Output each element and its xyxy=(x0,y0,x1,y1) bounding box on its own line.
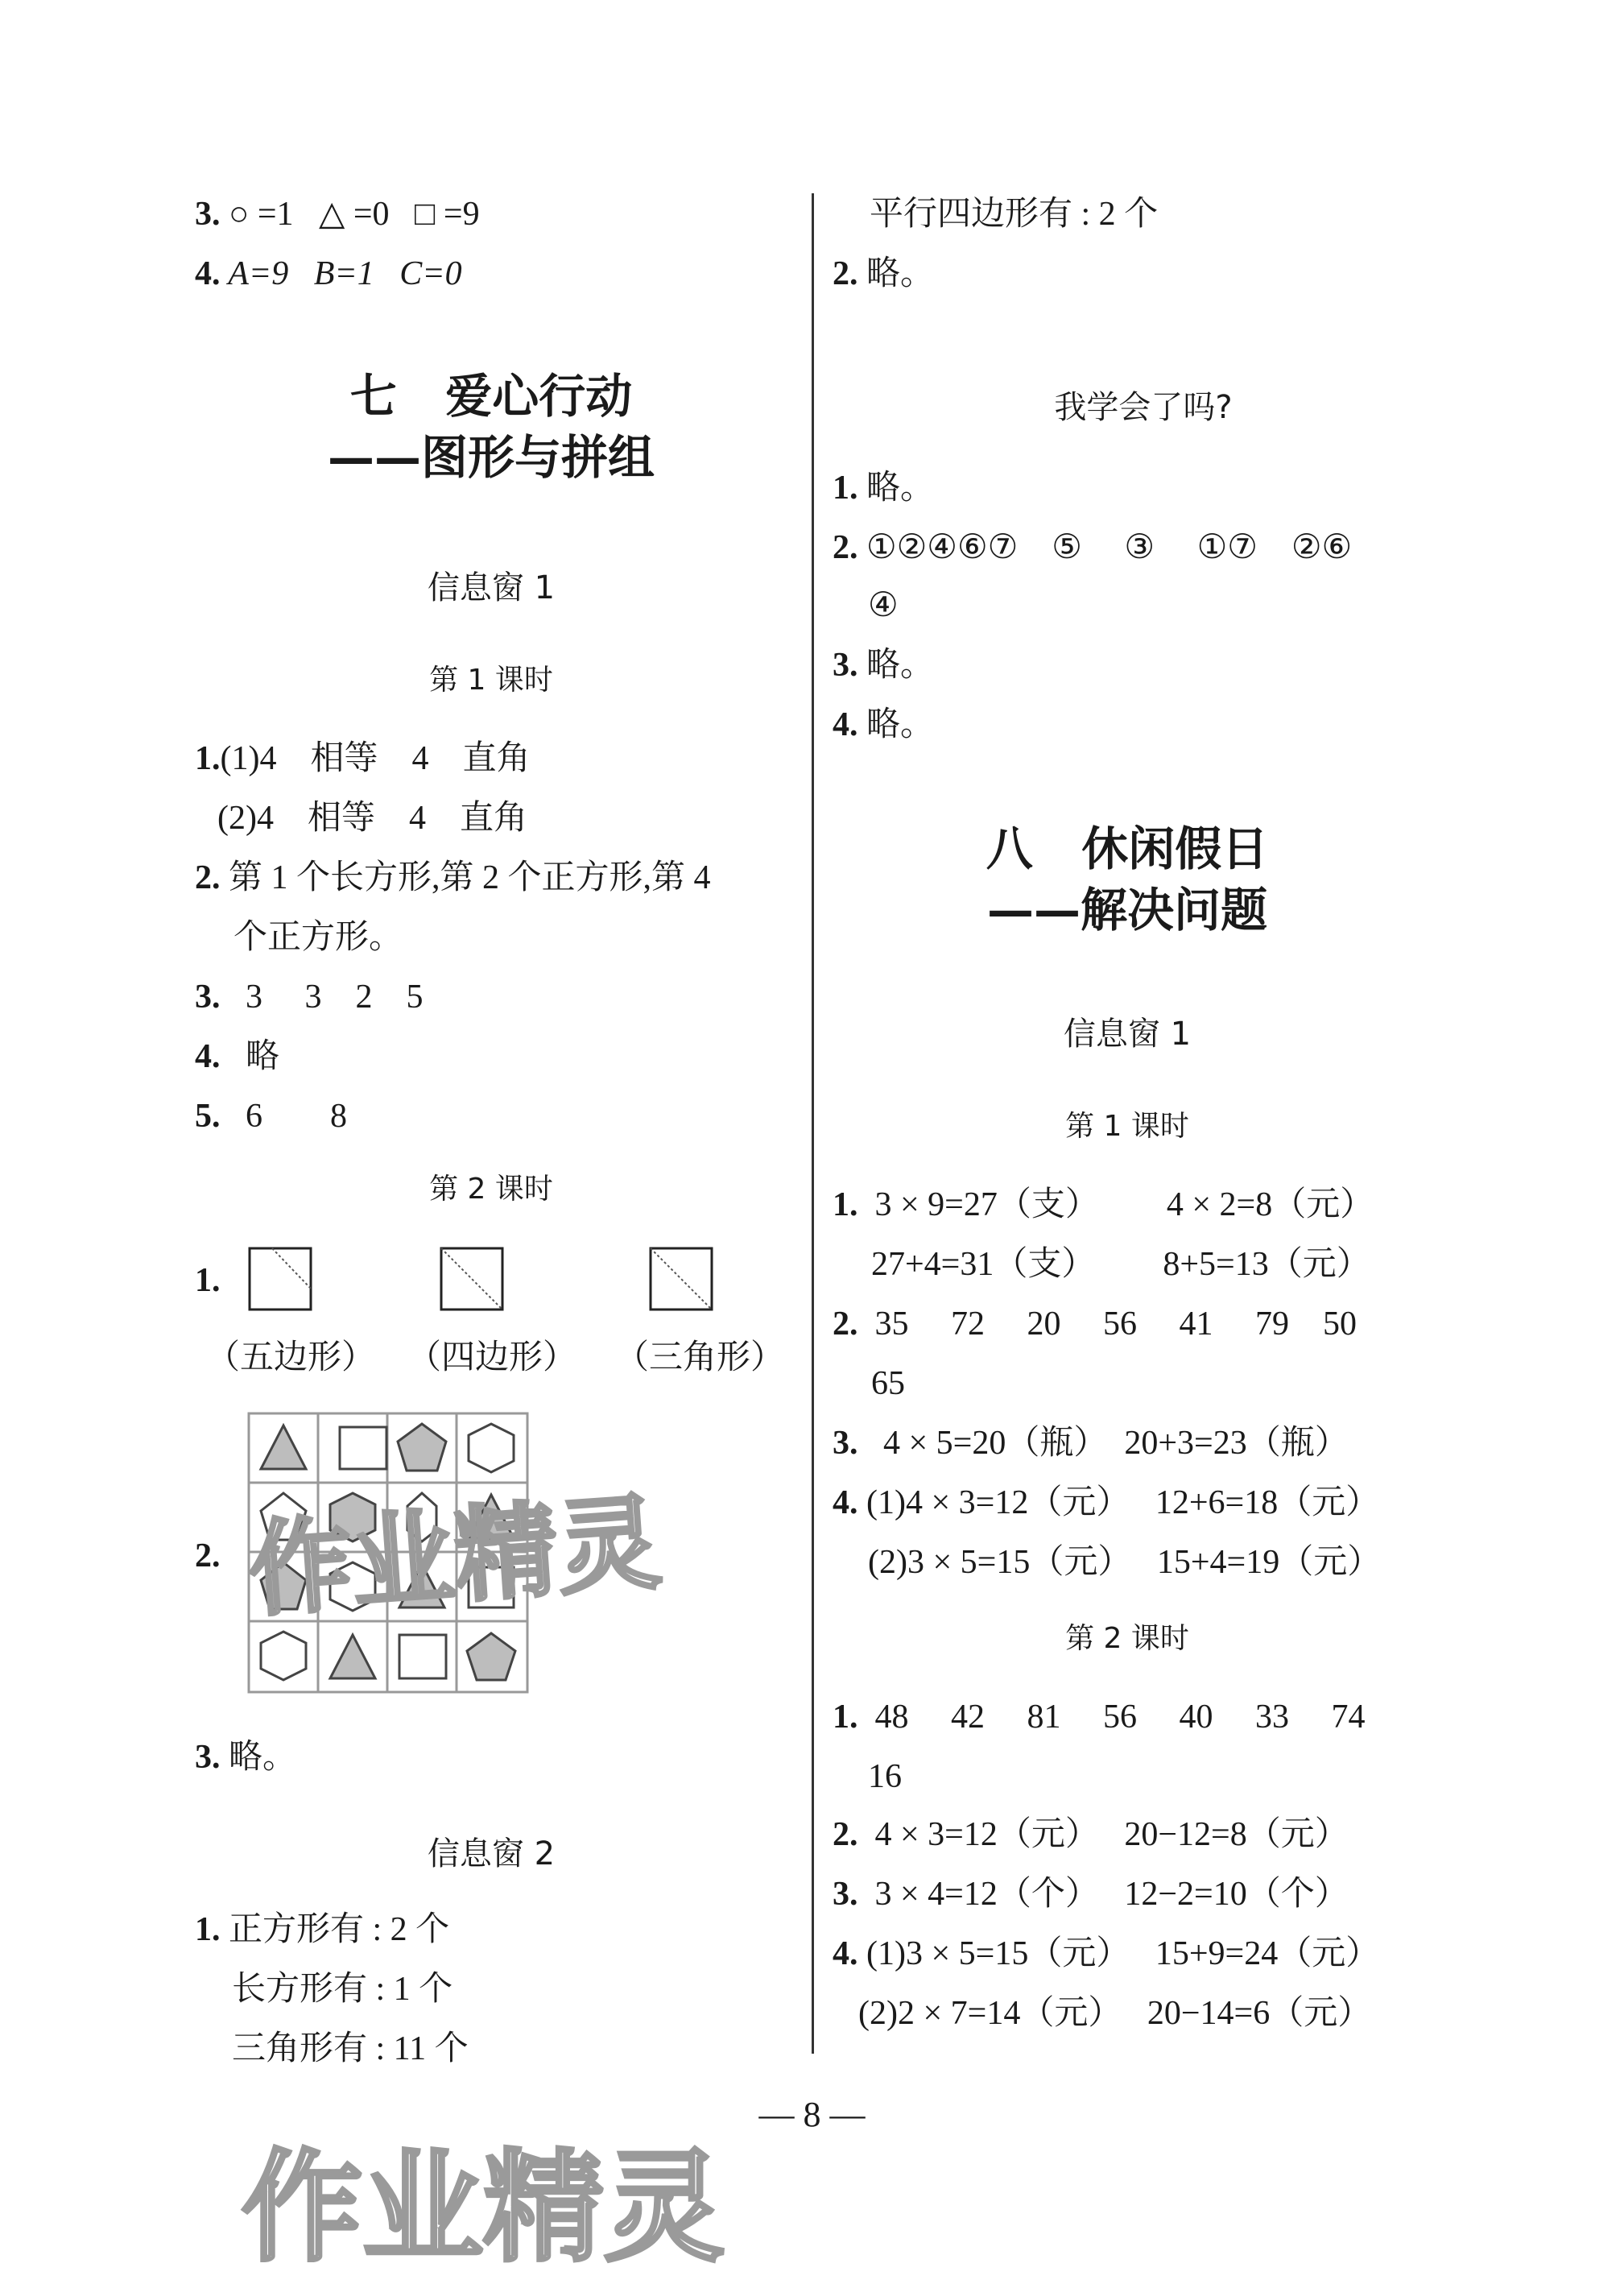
answer-line xyxy=(833,641,934,689)
answer-line xyxy=(833,1181,1374,1229)
question-number: 2. xyxy=(195,859,221,896)
question-number: 1. xyxy=(195,1262,221,1299)
answer-text: (2)4 相等 4 直角 xyxy=(217,800,527,837)
triangle-shape xyxy=(261,1425,306,1469)
hexagon-shape xyxy=(469,1424,514,1472)
question-2-number xyxy=(195,1532,221,1580)
lesson-2-heading-ch8: 第 2 课时 xyxy=(1065,1622,1189,1655)
answer-line xyxy=(833,1810,1349,1859)
answer-line xyxy=(833,1870,1349,1918)
question-number: 2. xyxy=(833,1816,858,1853)
answer-line xyxy=(232,1965,452,2013)
lesson-1-heading-ch8: 第 1 课时 xyxy=(1065,1110,1189,1143)
answer-line xyxy=(195,734,530,783)
answer-3-shapes xyxy=(195,190,480,238)
answer-text: ○ =1 △ =0 □ =9 xyxy=(220,196,480,233)
answer-line xyxy=(195,1092,347,1140)
hexagon-shape xyxy=(261,1632,306,1680)
question-number: 1. xyxy=(833,470,858,507)
question-number: 5. xyxy=(195,1098,221,1135)
answer-line xyxy=(833,701,934,749)
answer-text: 略。 xyxy=(857,255,935,292)
answer-4-letters xyxy=(195,250,462,298)
answer-text: ①②④⑥⑦ ⑤ ③ ①⑦ ②⑥ xyxy=(857,529,1353,566)
shape-label-triangle: （三角形） xyxy=(615,1339,785,1376)
question-number: 1. xyxy=(833,1186,858,1223)
answer-line xyxy=(833,250,934,298)
square-shape xyxy=(340,1427,386,1469)
answer-text: 27+4=31（支） 8+5=13（元） xyxy=(871,1246,1370,1283)
question-number: 2. xyxy=(833,1305,858,1343)
answer-line xyxy=(195,1905,449,1954)
answer-text: 6 8 xyxy=(220,1098,347,1135)
answer-text: 35 72 20 56 41 79 50 xyxy=(857,1305,1357,1343)
answer-text: 正方形有 : 2 个 xyxy=(220,1911,450,1948)
question-number: 3. xyxy=(195,1739,221,1776)
answer-text: 第 1 个长方形,第 2 个正方形,第 4 xyxy=(220,859,711,896)
lesson-2-heading: 第 2 课时 xyxy=(429,1173,553,1206)
question-number: 3. xyxy=(833,647,858,684)
column-divider xyxy=(812,193,814,2054)
answer-line xyxy=(833,1693,1366,1741)
question-number: 2. xyxy=(833,255,858,292)
answer-text: ④ xyxy=(868,587,899,624)
answer-line xyxy=(833,1300,1357,1348)
question-number: 1. xyxy=(195,1911,221,1948)
info-window-1-heading-ch8: 信息窗 1 xyxy=(1063,1016,1192,1053)
question-number: 3. xyxy=(195,979,221,1016)
question-number: 1. xyxy=(195,740,221,777)
answer-text: (2)2 × 7=14（元） 20−14=6（元） xyxy=(858,1995,1372,2032)
answer-line xyxy=(833,1930,1379,1978)
answer-text: 65 xyxy=(871,1365,905,1402)
answer-line xyxy=(833,1479,1379,1527)
question-1-number xyxy=(195,1256,221,1305)
answer-text: 48 42 81 56 40 33 74 xyxy=(857,1699,1366,1736)
answer-line xyxy=(868,581,899,630)
answer-line xyxy=(858,1989,1371,2038)
answer-text: (1)4 × 3=12（元） 12+6=18（元） xyxy=(857,1484,1380,1521)
triangle-shape xyxy=(330,1635,375,1678)
cut-square-figure-2 xyxy=(440,1247,504,1311)
answer-text: 平行四边形有 : 2 个 xyxy=(870,196,1159,233)
answer-text: 16 xyxy=(868,1758,902,1795)
answer-line xyxy=(833,523,1352,572)
answer-line xyxy=(871,1240,1370,1289)
answer-line xyxy=(833,464,934,512)
page-number: — 8 — xyxy=(758,2095,866,2134)
answer-text: 略。 xyxy=(220,1739,297,1776)
answer-line xyxy=(195,1733,296,1781)
answer-line xyxy=(871,1359,905,1408)
answer-text: 3 3 2 5 xyxy=(220,979,424,1016)
info-window-1-heading: 信息窗 1 xyxy=(427,569,556,606)
answer-line xyxy=(217,794,527,842)
answer-text: 略 xyxy=(220,1038,280,1075)
watermark: 作业精灵 xyxy=(245,1483,665,1632)
answer-line xyxy=(195,973,424,1021)
shape-label-pentagon: （五边形） xyxy=(206,1339,376,1376)
question-number: 4. xyxy=(195,1038,221,1075)
question-number: 3. xyxy=(833,1876,858,1913)
cut-square-figure-1 xyxy=(248,1247,312,1311)
answer-text: 个正方形。 xyxy=(233,919,403,956)
answer-text: (2)3 × 5=15（元） 15+4=19（元） xyxy=(868,1544,1382,1581)
shape-label-quadrilateral: （四边形） xyxy=(407,1339,577,1376)
self-check-heading: 我学会了吗? xyxy=(1054,389,1233,426)
answer-text: 3 × 4=12（个） 12−2=10（个） xyxy=(857,1876,1349,1913)
pentagon-shape xyxy=(398,1424,446,1471)
question-number: 2. xyxy=(195,1537,221,1574)
answer-text: (1)3 × 5=15（元） 15+9=24（元） xyxy=(857,1935,1380,1972)
answer-text: 三角形有 : 11 个 xyxy=(232,2030,469,2067)
watermark-bottom: 作业精灵 xyxy=(242,2138,725,2278)
question-number: 4. xyxy=(195,255,221,292)
cut-square-figure-3 xyxy=(649,1247,713,1311)
chapter-7-title: 七 爱心行动 xyxy=(349,369,633,424)
lesson-1-heading: 第 1 课时 xyxy=(429,664,553,697)
answer-line xyxy=(232,2025,469,2073)
answer-text: 3 × 9=27（支） 4 × 2=8（元） xyxy=(857,1186,1374,1223)
chapter-7-subtitle: ——图形与拼组 xyxy=(327,430,655,485)
answer-text: 略。 xyxy=(857,706,935,743)
question-number: 3. xyxy=(195,196,221,233)
chapter-8-title: 八 休闲假日 xyxy=(986,821,1269,876)
answer-line xyxy=(870,190,1158,238)
answer-line xyxy=(195,854,711,902)
answer-line xyxy=(833,1419,1349,1467)
answer-line xyxy=(233,913,403,962)
answer-text: 略。 xyxy=(857,470,935,507)
answer-text: (1)4 相等 4 直角 xyxy=(220,740,531,777)
answer-text: 4 × 5=20（瓶） 20+3=23（瓶） xyxy=(857,1425,1349,1462)
question-number: 1. xyxy=(833,1699,858,1736)
pentagon-shape xyxy=(467,1633,515,1680)
question-number: 4. xyxy=(833,1935,858,1972)
info-window-2-heading: 信息窗 2 xyxy=(427,1835,556,1872)
answer-text: 4 × 3=12（元） 20−12=8（元） xyxy=(857,1816,1349,1853)
question-number: 3. xyxy=(833,1425,858,1462)
answer-line xyxy=(868,1538,1381,1587)
question-number: 2. xyxy=(833,529,858,566)
question-number: 4. xyxy=(833,1484,858,1521)
answer-line xyxy=(868,1752,902,1801)
answer-line xyxy=(195,1032,279,1081)
answer-text: A=9 B=1 C=0 xyxy=(220,255,462,292)
answer-text: 略。 xyxy=(857,647,935,684)
chapter-8-subtitle: ——解决问题 xyxy=(986,883,1267,937)
square-shape xyxy=(399,1635,446,1678)
answer-text: 长方形有 : 1 个 xyxy=(232,1971,453,2008)
question-number: 4. xyxy=(833,706,858,743)
